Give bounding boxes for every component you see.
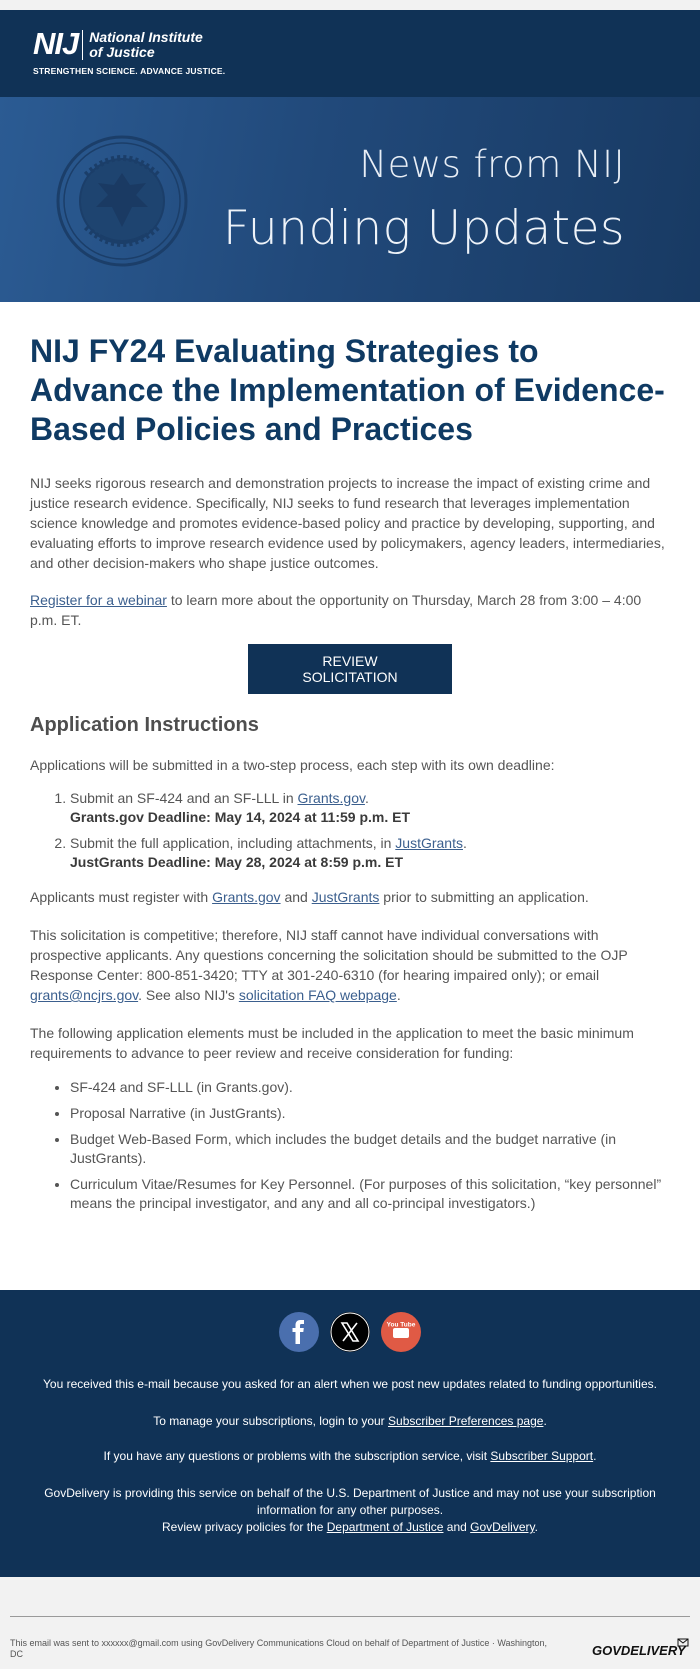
footer bbox=[0, 1290, 700, 1577]
webinar-paragraph bbox=[30, 590, 670, 630]
footer-received-text: You received this e-mail because you asked for an alert when we post new updates related to funding opportunities. bbox=[43, 1377, 657, 1391]
article-body bbox=[0, 302, 700, 1290]
article-title: NIJ FY24 Evaluating Strategies to Advance the Implementation of Evidence-Based Policies and Practices bbox=[30, 333, 665, 447]
doj-privacy-link[interactable]: Department of Justice bbox=[326, 1520, 444, 1534]
logo-abbr: NIJ bbox=[33, 26, 79, 61]
webinar-text: to learn more about the opportunity on Thursday, March 28 from 3:00 – 4:00 p.m. ET. bbox=[30, 592, 642, 628]
footer-questions-line bbox=[0, 1448, 700, 1465]
list-item: • SF-424 and SF-LLL (in Grants.gov). bbox=[70, 1078, 670, 1097]
x-icon[interactable] bbox=[330, 1312, 370, 1352]
step-text: Submit an SF-424 and an SF-LLL in bbox=[70, 790, 298, 806]
list-item bbox=[70, 834, 670, 872]
instructions-heading: Application Instructions bbox=[30, 714, 259, 736]
footer-govdelivery-line: GovDelivery is providing this service on behalf of the U.S. Department of Justice and may not use your subscription information for any other purposes. bbox=[44, 1486, 656, 1517]
subscriber-preferences-link[interactable]: Subscriber Preferences page bbox=[388, 1414, 544, 1428]
justgrants-link[interactable]: JustGrants bbox=[395, 835, 463, 851]
footer-privacy-line bbox=[0, 1519, 700, 1536]
logo-name bbox=[89, 30, 203, 60]
footer-text: . bbox=[534, 1520, 538, 1534]
logo-name-line1: National Institute bbox=[89, 29, 203, 45]
elements-list bbox=[70, 1078, 670, 1213]
header-bar bbox=[0, 10, 700, 97]
register-paragraph bbox=[30, 887, 670, 907]
webinar-link[interactable]: Register for a webinar bbox=[30, 592, 167, 608]
competitive-text: . bbox=[396, 987, 401, 1003]
grants-gov-link[interactable]: Grants.gov bbox=[212, 889, 281, 905]
step-deadline: Grants.gov Deadline: May 14, 2024 at 11:59 p.m. ET bbox=[70, 809, 411, 825]
button-row bbox=[30, 644, 670, 694]
logo-name-line2: of Justice bbox=[89, 44, 155, 60]
bottom-divider bbox=[10, 1616, 690, 1617]
step-deadline: JustGrants Deadline: May 28, 2024 at 8:59 p.m. ET bbox=[70, 854, 404, 870]
footer-text: . bbox=[543, 1414, 547, 1428]
intro-paragraph: NIJ seeks rigorous research and demonstration projects to increase the impact of existing crime and justice research evidence. Specifically, NIJ seeks to fund research that leverages implementation science knowledge and promotes evidence-based policy and practice by developing, supporting, and evaluating efforts to improve research evidence used by policymakers, agency leaders, intermediaries, and other decision-makers who shape justice outcomes. bbox=[30, 475, 665, 571]
email-link[interactable]: grants@ncjrs.gov bbox=[30, 987, 139, 1003]
youtube-label: You Tube bbox=[387, 1321, 416, 1329]
steps-intro: Applications will be submitted in a two-step process, each step with its own deadline: bbox=[30, 757, 555, 773]
faq-link[interactable]: solicitation FAQ webpage bbox=[238, 987, 397, 1003]
step-text-end: . bbox=[463, 835, 467, 851]
govdelivery-privacy-link[interactable]: GovDelivery bbox=[470, 1520, 535, 1534]
list-item: • Curriculum Vitae/Resumes for Key Personnel. (For purposes of this solicitation, “key personnel” means the principal investigator, and any and all co-principal investigators.) bbox=[70, 1175, 670, 1213]
hero-title-line2: Funding Updates bbox=[222, 201, 625, 256]
govdelivery-brand: GOVDELIVERY bbox=[592, 1643, 686, 1658]
competitive-text: . See also NIJ's bbox=[138, 987, 239, 1003]
competitive-paragraph bbox=[30, 925, 670, 1005]
footer-text: To manage your subscriptions, login to your bbox=[153, 1414, 389, 1428]
govdelivery-logo[interactable] bbox=[590, 1638, 690, 1660]
hero-banner bbox=[0, 97, 700, 302]
footer-text: Review privacy policies for the bbox=[162, 1520, 327, 1534]
logo-tagline: STRENGTHEN SCIENCE. ADVANCE JUSTICE. bbox=[33, 66, 226, 76]
register-text: and bbox=[280, 889, 312, 905]
footer-text: If you have any questions or problems with the subscription service, visit bbox=[103, 1449, 491, 1463]
nij-logo[interactable] bbox=[33, 28, 225, 76]
register-text: prior to submitting an application. bbox=[379, 889, 589, 905]
review-solicitation-button[interactable]: REVIEW SOLICITATION bbox=[248, 644, 452, 694]
grants-gov-link[interactable]: Grants.gov bbox=[297, 790, 365, 806]
competitive-text: This solicitation is competitive; therefore, NIJ staff cannot have individual conversations with prospective applicants. Any questions concerning the solicitation should be submitted to the OJP Response Center: 800-851-3420; TTY at 301-240-6310 (for hearing impaired only); or email bbox=[30, 927, 628, 983]
justgrants-link[interactable]: JustGrants bbox=[311, 889, 380, 905]
hero-title-line1: News from NIJ bbox=[359, 143, 625, 186]
list-item: • Proposal Narrative (in JustGrants). bbox=[70, 1104, 670, 1123]
register-text: Applicants must register with bbox=[30, 889, 213, 905]
footer-manage-line bbox=[0, 1413, 700, 1430]
step-text: Submit the full application, including attachments, in bbox=[70, 835, 396, 851]
list-item bbox=[70, 789, 670, 827]
footer-text: . bbox=[593, 1449, 597, 1463]
elements-intro: The following application elements must be included in the application to meet the basic minimum requirements to advance to peer review and receive consideration for funding: bbox=[30, 1025, 634, 1061]
list-item: • Budget Web-Based Form, which includes the budget details and the budget narrative (in JustGrants). bbox=[70, 1130, 670, 1168]
logo-divider bbox=[82, 30, 83, 60]
steps-list bbox=[70, 789, 670, 872]
subscriber-support-link[interactable]: Subscriber Support bbox=[490, 1449, 594, 1463]
facebook-icon[interactable] bbox=[279, 1312, 319, 1352]
footer-text: and bbox=[443, 1520, 471, 1534]
step-text-end: . bbox=[364, 790, 369, 806]
doj-seal-icon bbox=[56, 135, 188, 267]
social-links bbox=[0, 1312, 700, 1352]
sent-to-text: This email was sent to xxxxxx@gmail.com using GovDelivery Communications Cloud on behalf of Department of Justice · Washington, DC bbox=[10, 1638, 548, 1659]
youtube-icon[interactable] bbox=[381, 1312, 421, 1352]
